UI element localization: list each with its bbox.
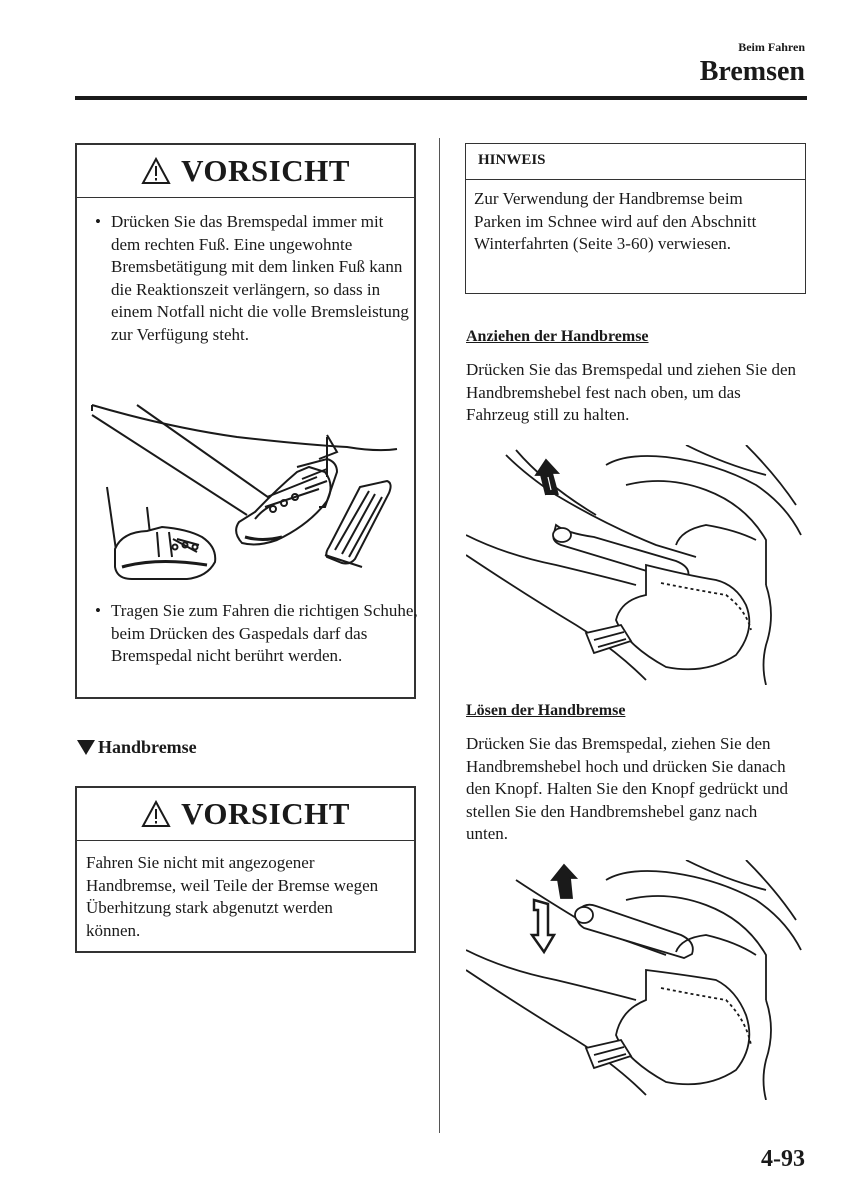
apply-text: Drücken Sie das Bremspedal und ziehen Sie den Handbremshebel fest nach oben, um das Fahrzeug still zu halten. [466,360,796,424]
warning-title-text: VORSICHT [181,796,350,831]
warning-bullet-1-text: Drücken Sie das Bremspedal immer mit dem rechten Fuß. Eine ungewohnte Bremsbetätigung mit dem linken Fuß kann die Reaktionszeit verlängern, so dass in einem Notfall nicht die volle Bremsleistung zur Verfügung steht. [111,212,409,344]
header-rule [75,96,807,100]
note-box [465,143,806,294]
pedal-foot-illustration [87,397,407,587]
section-heading-handbremse [77,737,197,758]
column-divider [439,138,440,1133]
warning-bullet-2 [89,600,421,668]
bullet-dot: • [95,601,101,620]
page-title: Bremsen [699,56,805,87]
apply-heading: Anziehen der Handbremse [466,328,649,345]
warning-box-pedal [75,143,416,699]
warning-title [77,145,414,198]
handbrake-pull-illustration [466,445,806,685]
warning-box-handbrake [75,786,416,953]
bullet-dot: • [95,212,101,231]
release-text: Drücken Sie das Bremspedal, ziehen Sie den Handbremshebel hoch und drücken Sie danach den Knopf. Halten Sie den Knopf gedrückt und stellen Sie den Handbremshebel ganz nach unten. [466,734,788,843]
warning-title [77,788,414,841]
section-heading-text: Handbremse [98,737,197,757]
warning-triangle-icon [141,800,171,828]
triangle-down-icon [77,740,95,755]
warning-triangle-icon [141,157,171,185]
warning-bullet-1 [89,211,411,346]
release-heading: Lösen der Handbremse [466,702,626,719]
warning-bullet-2-text: Tragen Sie zum Fahren die richtigen Schuhe, beim Drücken des Gaspedals darf das Bremspedal nicht berührt werden. [111,601,418,665]
chapter-label: Beim Fahren [738,40,805,54]
page-number: 4-93 [761,1146,805,1172]
warning-2-text: Fahren Sie nicht mit angezogener Handbremse, weil Teile der Bremse wegen Überhitzung stark abgenutzt werden können. [86,853,379,940]
note-text: Zur Verwendung der Handbremse beim Parken im Schnee wird auf den Abschnitt Winterfahrten (Seite 3-60) verwiesen. [474,189,757,253]
warning-title-text: VORSICHT [181,153,350,188]
note-heading: HINWEIS [466,144,805,180]
handbrake-release-illustration [466,860,806,1100]
